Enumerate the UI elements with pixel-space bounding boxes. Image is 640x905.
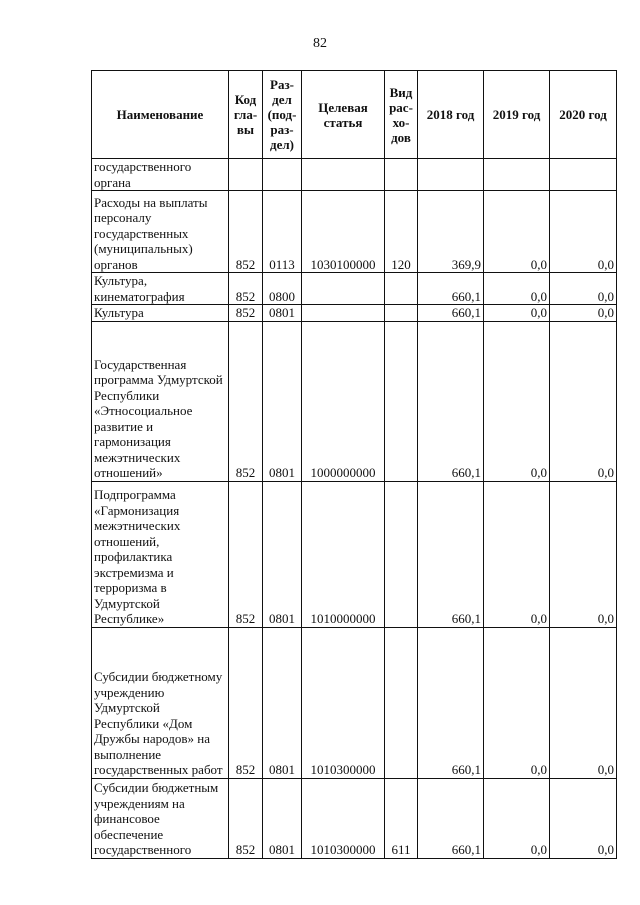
header-2018: 2018 год: [418, 71, 484, 159]
cell-y2020: 0,0: [550, 778, 617, 858]
cell-target: [302, 273, 385, 305]
cell-expense: [385, 273, 418, 305]
header-2020: 2020 год: [550, 71, 617, 159]
cell-y2020: 0,0: [550, 627, 617, 778]
page-number: 82: [313, 36, 327, 51]
table-row: [92, 159, 617, 191]
cell-name: Культура: [92, 305, 229, 322]
cell-section: 0801: [263, 481, 302, 627]
header-row: [92, 71, 617, 159]
cell-y2018: 369,9: [418, 191, 484, 273]
cell-y2018: [418, 159, 484, 191]
cell-chapter: 852: [229, 778, 263, 858]
cell-y2018: 660,1: [418, 273, 484, 305]
cell-section: 0800: [263, 273, 302, 305]
cell-y2019: 0,0: [484, 627, 550, 778]
cell-chapter: 852: [229, 273, 263, 305]
table-row: [92, 305, 617, 322]
cell-y2020: [550, 159, 617, 191]
cell-section: 0113: [263, 191, 302, 273]
cell-y2018: 660,1: [418, 481, 484, 627]
cell-expense: [385, 305, 418, 322]
header-2019: 2019 год: [484, 71, 550, 159]
cell-section: [263, 159, 302, 191]
cell-y2020: 0,0: [550, 191, 617, 273]
cell-name: государственного органа: [92, 159, 229, 191]
cell-y2020: 0,0: [550, 305, 617, 322]
cell-section: 0801: [263, 305, 302, 322]
cell-chapter: 852: [229, 321, 263, 481]
table-row: [92, 481, 617, 627]
cell-expense: [385, 481, 418, 627]
cell-target: [302, 159, 385, 191]
cell-y2019: 0,0: [484, 321, 550, 481]
cell-name: Государственная программа Удмуртской Республики «Этносоциальное развитие и гармонизация межэтнических отношений»: [92, 321, 229, 481]
cell-expense: 611: [385, 778, 418, 858]
header-target: Целевая статья: [302, 71, 385, 159]
table-row: [92, 273, 617, 305]
cell-y2020: 0,0: [550, 481, 617, 627]
header-name: Наименование: [92, 71, 229, 159]
cell-target: 1010300000: [302, 627, 385, 778]
table-row: [92, 778, 617, 858]
table-row: [92, 191, 617, 273]
cell-name: Подпрограмма «Гармонизация межэтнических отношений, профилактика экстремизма и терроризма в Удмуртской Республике»: [92, 481, 229, 627]
cell-y2018: 660,1: [418, 305, 484, 322]
cell-y2020: 0,0: [550, 321, 617, 481]
cell-name: Субсидии бюджетному учреждению Удмуртской Республики «Дом Дружбы народов» на выполнение государственных работ: [92, 627, 229, 778]
cell-y2019: 0,0: [484, 273, 550, 305]
table-row: [92, 321, 617, 481]
cell-target: 1000000000: [302, 321, 385, 481]
cell-y2018: 660,1: [418, 627, 484, 778]
cell-section: 0801: [263, 321, 302, 481]
cell-target: 1010000000: [302, 481, 385, 627]
cell-y2019: 0,0: [484, 305, 550, 322]
header-section: Раз-дел (под-раз-дел): [263, 71, 302, 159]
cell-target: [302, 305, 385, 322]
cell-expense: [385, 321, 418, 481]
table-row: [92, 627, 617, 778]
cell-expense: 120: [385, 191, 418, 273]
cell-chapter: [229, 159, 263, 191]
cell-target: 1030100000: [302, 191, 385, 273]
cell-section: 0801: [263, 627, 302, 778]
cell-y2020: 0,0: [550, 273, 617, 305]
cell-section: 0801: [263, 778, 302, 858]
cell-target: 1010300000: [302, 778, 385, 858]
cell-name: Субсидии бюджетным учреждениям на финансовое обеспечение государственного: [92, 778, 229, 858]
budget-table: [91, 70, 617, 859]
cell-y2018: 660,1: [418, 321, 484, 481]
cell-y2018: 660,1: [418, 778, 484, 858]
header-expense: Вид рас-хо-дов: [385, 71, 418, 159]
cell-chapter: 852: [229, 191, 263, 273]
cell-chapter: 852: [229, 305, 263, 322]
cell-y2019: 0,0: [484, 481, 550, 627]
cell-chapter: 852: [229, 481, 263, 627]
cell-y2019: 0,0: [484, 778, 550, 858]
cell-name: Расходы на выплаты персоналу государственных (муниципальных) органов: [92, 191, 229, 273]
cell-y2019: [484, 159, 550, 191]
cell-expense: [385, 627, 418, 778]
cell-chapter: 852: [229, 627, 263, 778]
cell-y2019: 0,0: [484, 191, 550, 273]
cell-expense: [385, 159, 418, 191]
header-chapter: Код гла-вы: [229, 71, 263, 159]
cell-name: Культура, кинематография: [92, 273, 229, 305]
